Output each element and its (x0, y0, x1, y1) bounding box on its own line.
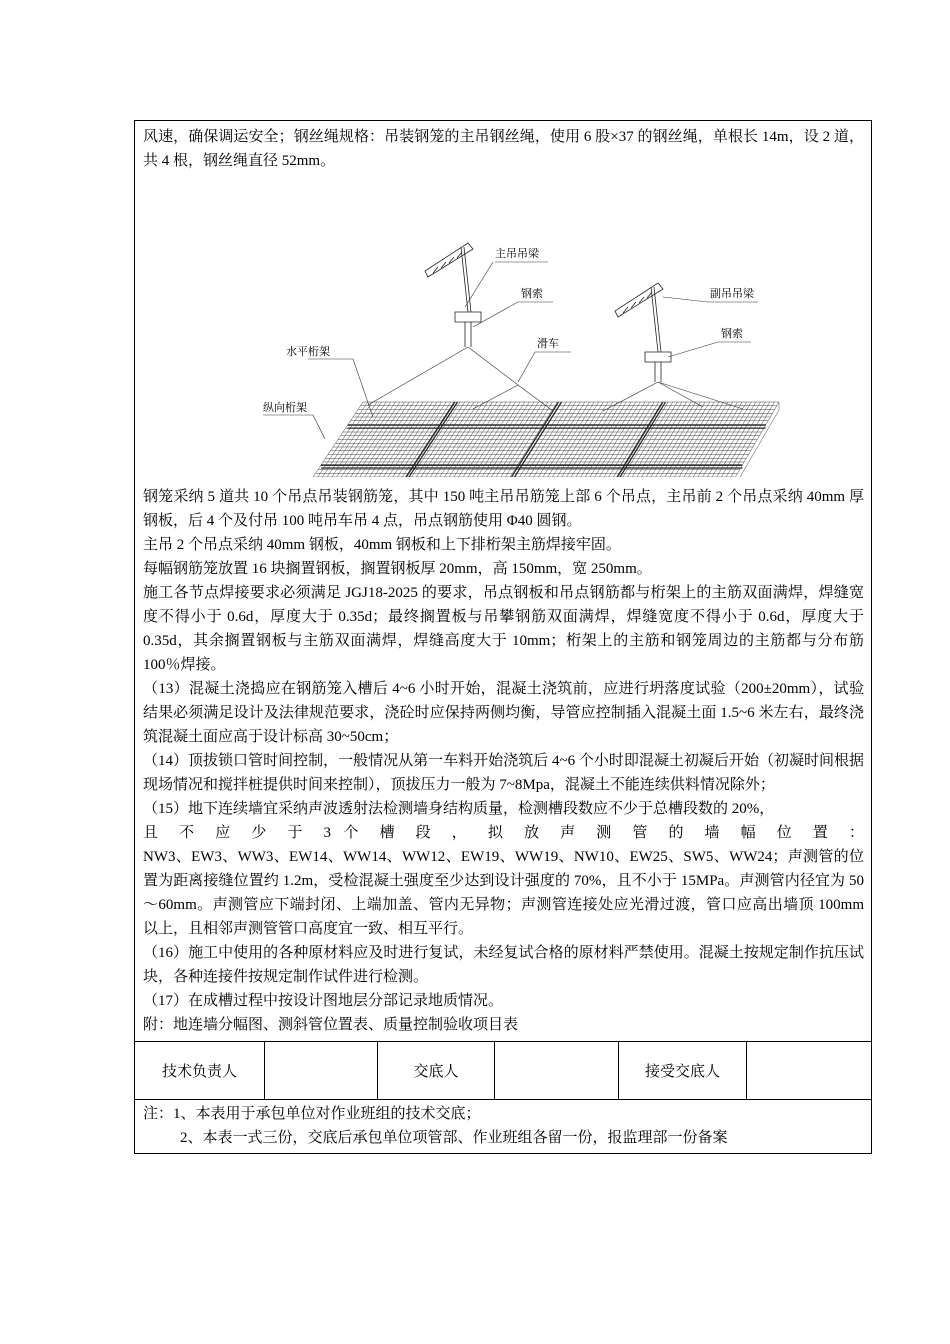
label-aux-beam: 副吊吊梁 (710, 287, 754, 300)
presenter-label: 交底人 (378, 1042, 495, 1099)
receiver-label: 接受交底人 (619, 1042, 747, 1099)
signature-row (135, 1041, 871, 1099)
intro-paragraph: 风速，确保调运安全；钢丝绳规格：吊装钢笼的主吊钢丝绳，使用 6 股×37 的钢丝绳，单根长 14m，设 2 道，共 4 根，钢丝绳直径 52mm。 (143, 129, 864, 169)
attachment-line: 附：地连墙分幅图、测斜管位置表、质量控制验收项目表 (143, 1017, 519, 1033)
label-cable-2: 钢索 (721, 327, 743, 340)
lifting-diagram (143, 177, 864, 477)
leader-lines (263, 262, 758, 439)
paragraph-15-line2: 且 不 应 少 于 3 个 槽 段 ， 拟 放 声 测 管 的 墙 幅 位 置 ： (143, 825, 864, 841)
paragraph-welding: 施工各节点焊接要求必须满足 JGJ18-2025 的要求，吊点钢板和吊点钢筋都与桁架上的主筋双面满焊，焊缝宽度不得小于 0.6d，厚度大于 0.35d；最终搁置板与吊攀钢筋双面满焊，焊缝宽度不得小于 0.6d，厚度大于 0.35d，其余搁置钢板与主筋双面满焊，焊缝高度大于 10mm；桁架上的主筋和钢笼周边的主筋都与分布筋 100％焊接。 (143, 585, 864, 673)
paragraph-shelf-plates: 每幅钢筋笼放置 16 块搁置钢板，搁置钢板厚 20mm，高 150mm，宽 250mm。 (143, 561, 652, 577)
paragraph-lifting-points: 钢笼采纳 5 道共 10 个吊点吊装钢筋笼，其中 150 吨主吊吊筋笼上部 6 个吊点，主吊前 2 个吊点采纳 40mm 厚钢板，后 4 个及付吊 100 吨吊车吊 4 点，吊点钢筋使用 Φ40 圆钢。 (143, 489, 864, 529)
paragraph-17: （17）在成槽过程中按设计图地层分部记录地质情况。 (143, 993, 504, 1009)
label-cable-1: 钢索 (521, 287, 543, 300)
presenter-signature[interactable] (495, 1042, 619, 1099)
paragraph-main-lift: 主吊 2 个吊点采纳 40mm 钢板，40mm 钢板和上下排桁架主筋焊接牢固。 (143, 537, 621, 553)
note-line-2: 2、本表一式三份，交底后承包单位项管部、作业班组各留一份，报监理部一份备案 (180, 1130, 728, 1146)
label-longitudinal-truss: 纵向桁架 (263, 401, 307, 414)
label-pulley: 滑车 (537, 337, 559, 350)
note-line-1: 注：1、本表用于承包单位对作业班组的技术交底； (143, 1106, 481, 1122)
receiver-signature[interactable] (747, 1042, 871, 1099)
steel-cage-mesh (293, 402, 779, 477)
paragraph-15-rest: NW3、EW3、WW3、EW14、WW14、WW12、EW19、WW19、NW10、EW25、SW5、WW24；声测管的位置为距离接缝位置约 1.2m，受检混凝土强度至少达到设计强度的 70%，且不小于 15MPa。声测管内径宜为 50～60mm。声测管应下端封闭、上端加盖、管内无异物；声测管连接处应光滑过渡，管口应高出墙顶 100mm 以上，且相邻声测管管口高度宜一致、相互平行。 (143, 849, 864, 937)
paragraph-15-line1: （15）地下连续墙宜采纳声波透射法检测墙身结构质量，检测槽段数应不少于总槽段数的 20%， (143, 801, 775, 817)
paragraph-14: （14）顶拔锁口管时间控制，一般情况从第一车料开始浇筑后 4~6 个小时即混凝土初凝后开始（初凝时间根据现场情况和搅拌桩提供时间来控制），顶拔压力一般为 7~8Mpa，混凝土不能连续供料情况除外； (143, 753, 864, 793)
tech-lead-label: 技术负责人 (135, 1042, 265, 1099)
paragraph-13: （13）混凝土浇捣应在钢筋笼入槽后 4~6 小时开始，混凝土浇筑前，应进行坍落度试验（200±20mm），试验结果必须满足设计及法律规范要求，浇砼时应保持两侧均衡，导管应控制插入混凝土面 1.5~6 米左右，最终浇筑混凝土面应高于设计标高 30~50cm； (143, 681, 864, 745)
label-main-beam: 主吊吊梁 (495, 247, 539, 260)
cables (368, 347, 743, 411)
disclosure-form (134, 120, 872, 1154)
notes-cell (135, 1099, 871, 1153)
content-cell (135, 121, 871, 1041)
lifting-diagram-svg (143, 177, 863, 477)
label-horizontal-truss: 水平桁架 (286, 345, 330, 358)
aux-lifting-beam-drawing (615, 283, 671, 382)
tech-lead-signature[interactable] (265, 1042, 378, 1099)
paragraph-16: （16）施工中使用的各种原材料应及时进行复试，未经复试合格的原材料严禁使用。混凝土按规定制作抗压试块，各种连接件按规定制作试件进行检测。 (143, 945, 864, 985)
